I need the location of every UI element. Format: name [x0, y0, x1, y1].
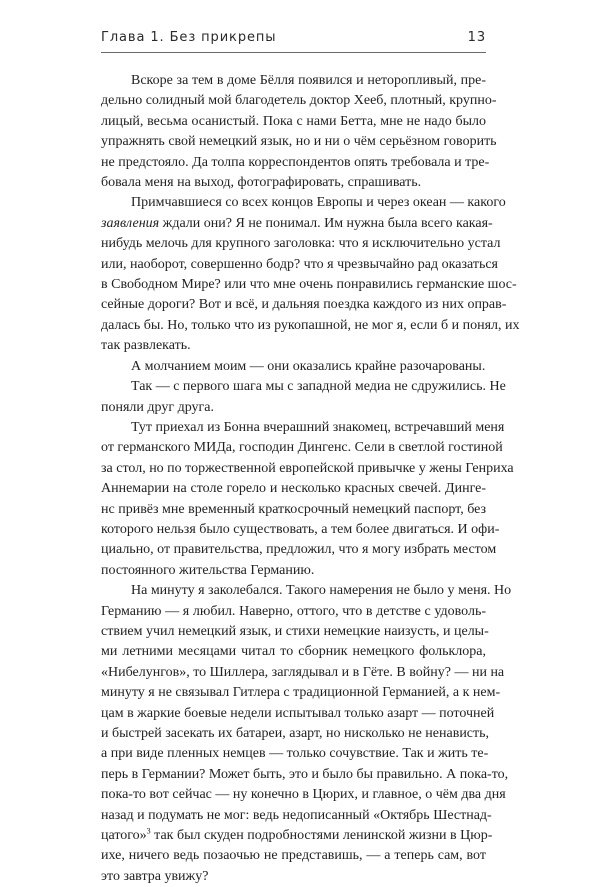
text-line: Так — с первого шага мы с западной медиа не сдружились. Не	[131, 379, 506, 395]
text-line: нибудь мелочь для крупного заголовка: что я исключительно устал	[101, 236, 501, 252]
page-number: 13	[467, 30, 486, 45]
text-line: перь в Германии? Может быть, это и было бы правильно. А пока-то,	[101, 766, 509, 782]
text-line: Примчавшиеся со всех концов Европы и через океан — какого	[131, 195, 506, 211]
paragraph	[101, 193, 520, 356]
text-fragment: так был скуден подробностями ленинской жизни в Цюр-	[154, 828, 493, 844]
text-line: постоянного жительства Германию.	[101, 562, 315, 578]
header-rule	[101, 52, 486, 53]
text-line: На минуту я заколебался. Такого намерения не было у меня. Но	[131, 583, 512, 599]
text-line: бовала меня на выход, фотографировать, спрашивать.	[101, 175, 422, 191]
chapter-title: Глава 1. Без прикрепы	[101, 30, 277, 45]
text-line: и быстрей засекать их батареи, азарт, но нисколько не ненависть,	[101, 726, 490, 741]
footnote-ref[interactable]: 3	[146, 826, 151, 836]
text-line: которого нельзя было существовать, а тем более двигаться. И офи-	[101, 521, 500, 537]
paragraph	[101, 581, 512, 887]
text-line: далась бы. Но, только что из рукопашной, не мог я, если б и понял, их	[101, 317, 520, 333]
text-line: или, наоборот, совершенно бодр? что я чрезвычайно рад оказаться	[101, 256, 498, 272]
text-line: в Свободном Мире? или что мне очень понравились германские шос-	[101, 277, 517, 293]
text-fragment: ждали они? Я не понимал. Им нужна была всего какая-	[159, 215, 493, 231]
text-line: так развлекать.	[101, 338, 191, 354]
text-line: лицый, весьма осанистый. Пока с нами Бетта, мне не надо было	[101, 113, 486, 129]
text-line: это завтра увижу?	[101, 868, 209, 884]
text-line: от германского МИДа, господин Дингенс. Сели в светлой гостиной	[101, 440, 503, 456]
text-line-with-footnote	[101, 826, 493, 846]
text-line: назад и подумать не мог: ведь недописанный «Октябрь Шестнад-	[101, 807, 492, 823]
text-line: нс привёз мне временный краткосрочный немецкий паспорт, без	[101, 501, 487, 517]
text-line: дельно солидный мой благодетель доктор Хееб, плотный, крупно-	[101, 93, 497, 109]
text-line: ствием учил немецкий язык, и стихи немецкие наизусть, и целы-	[101, 623, 489, 639]
text-line: Германию — я любил. Наверно, оттого, что в детстве с удоволь-	[101, 603, 486, 619]
body-text	[101, 71, 520, 887]
paragraph	[101, 418, 514, 581]
text-line: минуту я не связывал Гитлера с традиционной Германией, а к нем-	[101, 685, 501, 701]
text-line: Тут приехал из Бонна вчерашний знакомец, встречавший меня	[131, 419, 505, 435]
text-line: а при виде пленных немцев — только сочувствие. Так и жить те-	[101, 746, 489, 762]
text-line: сейные дороги? Вот и всё, и дальняя поездка каждого из них оправ-	[101, 297, 507, 313]
text-line: «Нибелунгов», то Шиллера, заглядывал и в Гёте. В войну? — ни на	[101, 664, 505, 680]
paragraph	[101, 357, 486, 377]
text-line: упражнять свой немецкий язык, но и ни о чём серьёзном говорить	[101, 134, 497, 150]
text-line: пока-то вот сейчас — ну конечно в Цюрих, и главное, о чём два дня	[101, 787, 506, 803]
text-line: А молчанием моим — они оказались крайне разочарованы.	[131, 358, 486, 374]
text-line: ихе, ничего ведь позаочью не представишь, — а теперь сам, вот	[101, 848, 486, 864]
text-line: цам в жаркие боевые недели испытывал только азарт — поточней	[101, 705, 495, 721]
text-line: поняли друг друга.	[101, 399, 214, 415]
text-line: Вскоре за тем в доме Бёлля появился и неторопливый, пре-	[131, 73, 486, 88]
text-line: циально, от правительства, предложил, что я могу избрать местом	[101, 542, 497, 558]
text-line: Аннемарии на столе горело и несколько красных свечей. Динге-	[101, 481, 486, 497]
running-head	[101, 30, 486, 52]
italic-word: заявления	[101, 215, 160, 231]
text-line: ми летними месяцами читал то сборник немецкого фольклора,	[101, 644, 486, 660]
text-line: за стол, но по торжественной европейской привычке у жены Генриха	[101, 460, 514, 476]
text-line: не предстояло. Да толпа корреспондентов опять требовала и тре-	[101, 154, 490, 170]
paragraph	[101, 377, 506, 418]
text-line-mixed	[101, 214, 493, 234]
paragraph	[101, 71, 497, 193]
text-fragment: цатого»	[101, 828, 147, 844]
